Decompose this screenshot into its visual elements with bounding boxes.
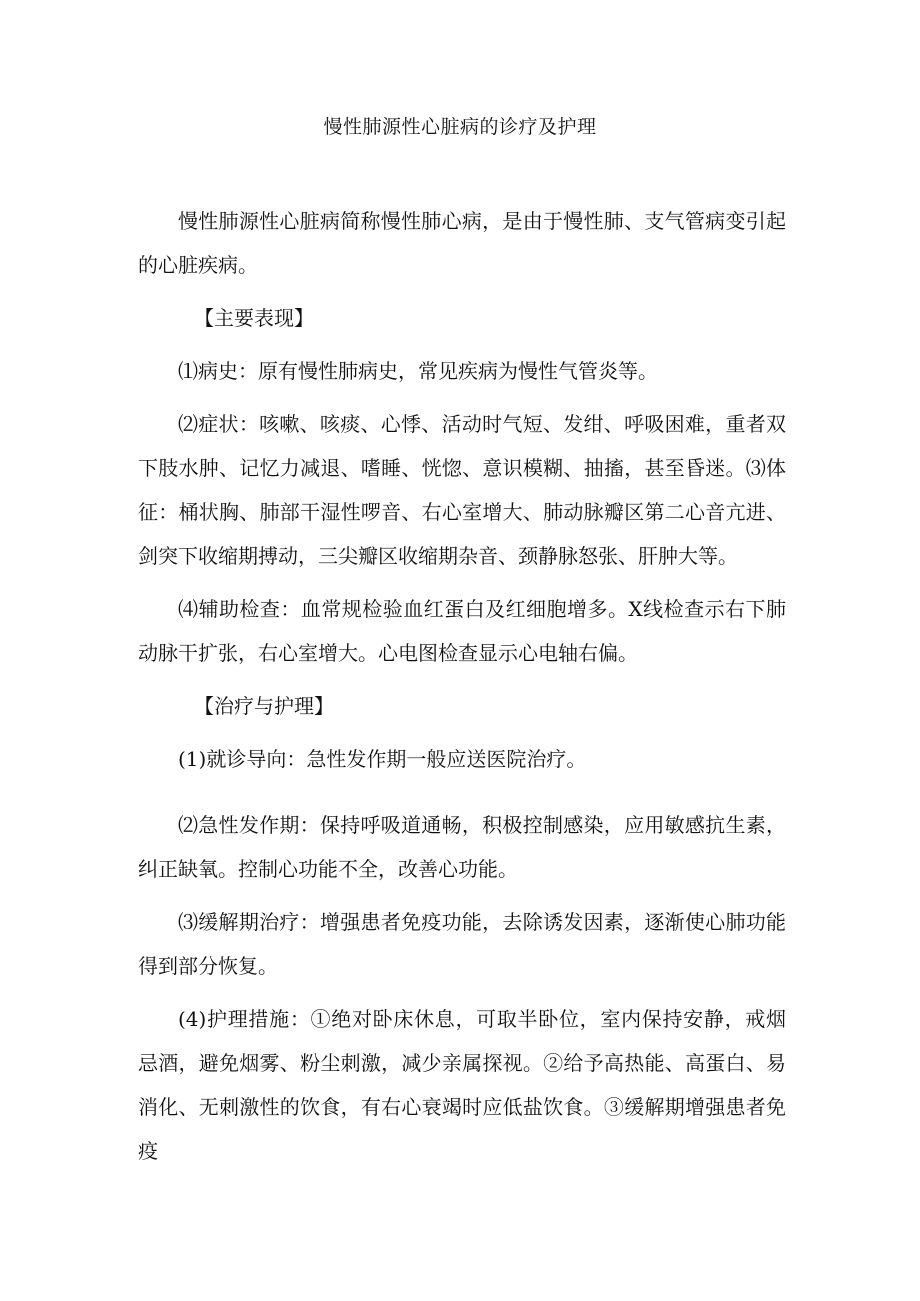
paragraph-visit-guidance: (1)就诊导向：急性发作期一般应送医院治疗。 (178, 747, 587, 771)
paragraph-symptoms-signs: ⑵症状：咳嗽、咳痰、心悸、活动时气短、发绀、呼吸困难，重者双下肢水肿、记忆力减退、嗜睡、恍惚、意识模糊、抽搐，甚至昏迷。⑶体征：桶状胸、肺部干湿性啰音、右心室增大、肺动脉瓣区第二心音亢进、剑突下收缩期搏动，三尖瓣区收缩期杂音、颈静脉怒张、肝肿大等。 (138, 412, 786, 568)
document-body (138, 199, 786, 1182)
paragraph-auxiliary-exams: ⑷辅助检查：血常规检验血红蛋白及红细胞增多。X线检查示右下肺动脉干扩张，右心室增大。心电图检查显示心电轴右偏。 (138, 597, 786, 665)
section-heading-main-manifestations: 【主要表现】 (194, 306, 314, 330)
intro-paragraph: 慢性肺源性心脏病简称慢性肺心病，是由于慢性肺、支气管病变引起的心脏疾病。 (138, 209, 786, 277)
page-title: 慢性肺源性心脏病的诊疗及护理 (323, 116, 597, 138)
paragraph-medical-history: ⑴病史：原有慢性肺病史，常见疾病为慢性气管炎等。 (178, 359, 658, 383)
section-heading-treatment-nursing: 【治疗与护理】 (194, 694, 334, 718)
paragraph-remission-treatment: ⑶缓解期治疗：增强患者免疫功能，去除诱发因素，逐渐使心肺功能得到部分恢复。 (138, 910, 786, 978)
paragraph-nursing-measures: (4)护理措施：①绝对卧床休息，可取半卧位，室内保持安静，戒烟忌酒，避免烟雾、粉尘刺激，减少亲属探视。②给予高热能、高蛋白、易消化、无刺激性的饮食，有右心衰竭时应低盐饮食。③缓解期增强患者免疫 (138, 1007, 786, 1163)
paragraph-acute-phase: ⑵急性发作期：保持呼吸道通畅，积极控制感染，应用敏感抗生素，纠正缺氧。控制心功能不全，改善心功能。 (138, 813, 786, 881)
